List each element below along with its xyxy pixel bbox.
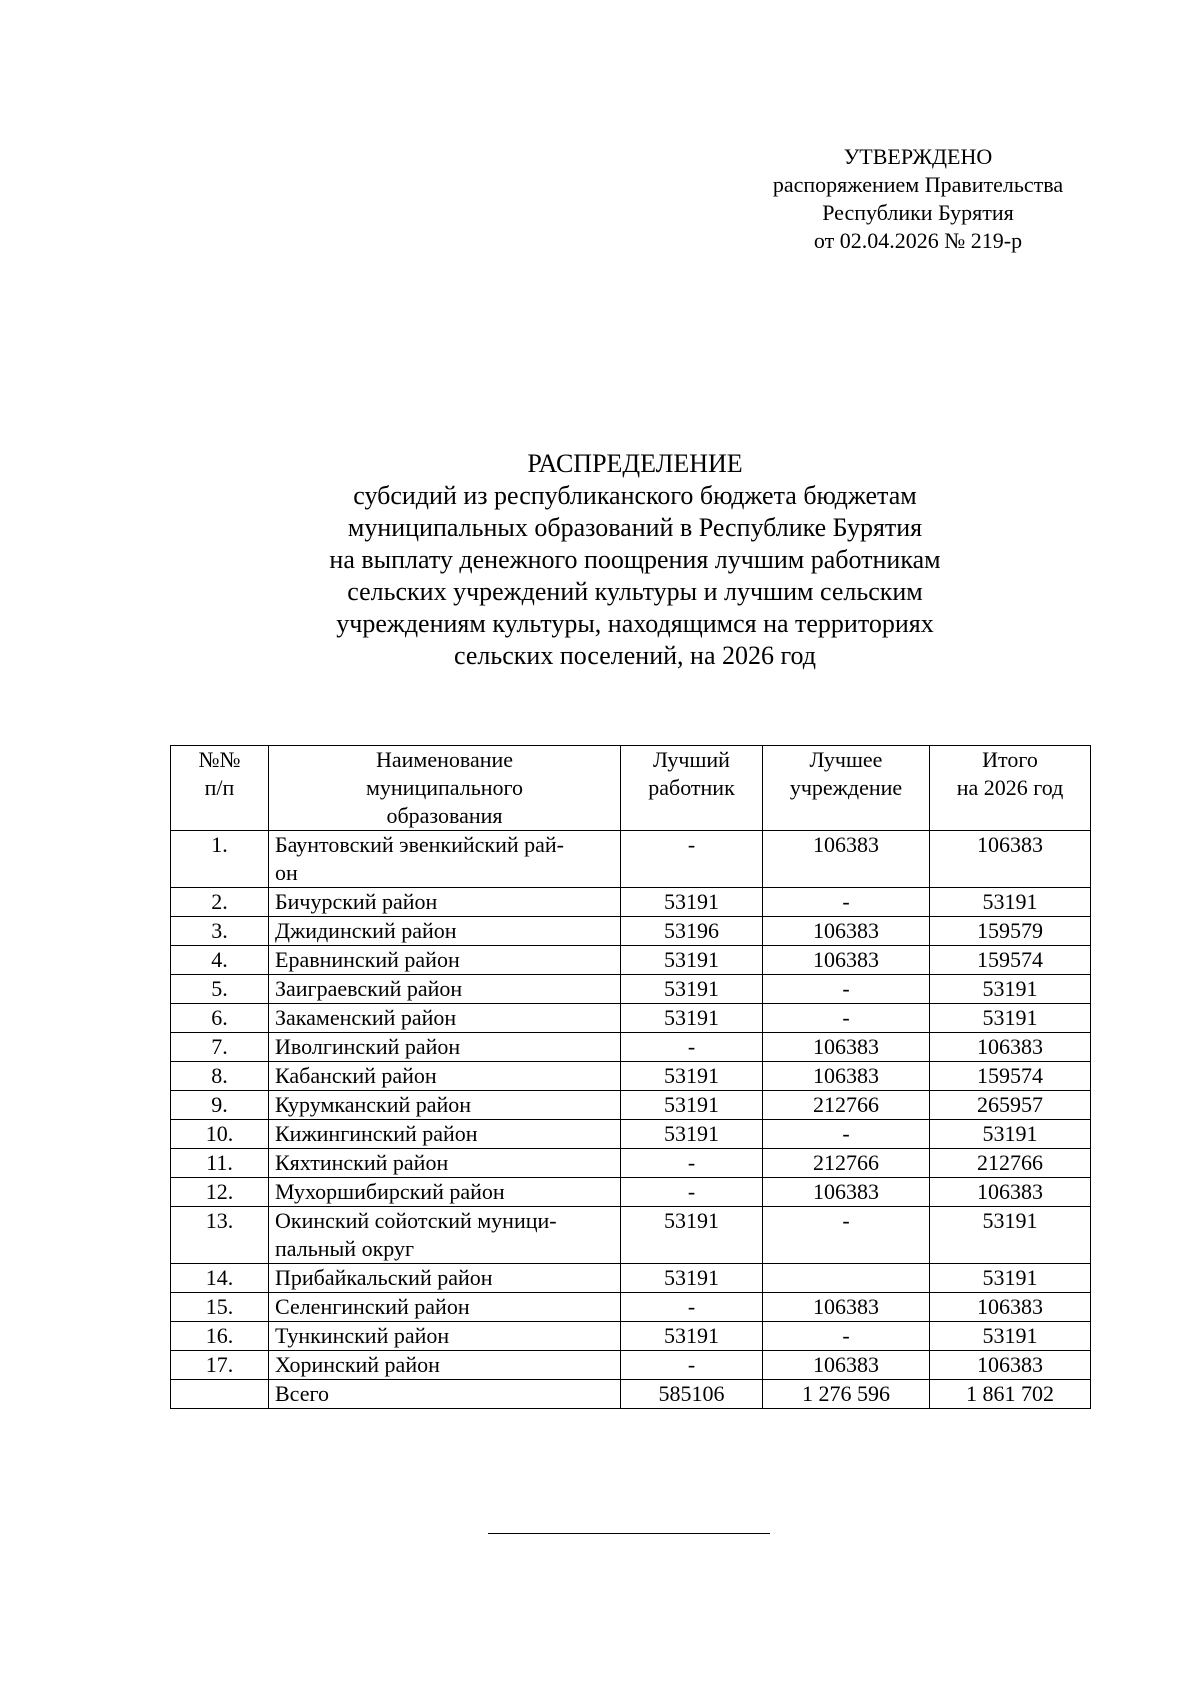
row-best-institution: 106383 <box>763 1178 930 1207</box>
title-line: субсидий из республиканского бюджета бюджетам <box>353 481 917 510</box>
row-num: 1. <box>171 831 269 888</box>
row-total: 53191 <box>930 1120 1091 1149</box>
row-best-institution: 106383 <box>763 831 930 888</box>
row-best-worker: 53191 <box>621 1091 763 1120</box>
row-num: 15. <box>171 1293 269 1322</box>
municipality-name-line: Прибайкальский район <box>275 1265 493 1290</box>
total-worker: 585106 <box>621 1380 763 1409</box>
row-municipality <box>269 1178 621 1207</box>
table-row <box>171 1264 1091 1293</box>
title-line: сельских поселений, на 2026 год <box>454 641 816 670</box>
header-text: Лучший <box>653 747 730 772</box>
total-sum: 1 861 702 <box>930 1380 1091 1409</box>
table-row <box>171 1033 1091 1062</box>
row-municipality <box>269 1264 621 1293</box>
table-row <box>171 1178 1091 1207</box>
header-text: работник <box>648 775 735 800</box>
row-total: 106383 <box>930 1178 1091 1207</box>
row-total: 159579 <box>930 917 1091 946</box>
row-num: 11. <box>171 1149 269 1178</box>
row-municipality <box>269 1207 621 1264</box>
approval-line: от 02.04.2026 № 219-р <box>813 228 1023 253</box>
row-num: 10. <box>171 1120 269 1149</box>
table-row <box>171 1207 1091 1264</box>
header-name <box>269 746 621 831</box>
row-best-worker: 53191 <box>621 1322 763 1351</box>
approval-line: распоряжением Правительства <box>772 172 1064 197</box>
table-row <box>171 1004 1091 1033</box>
municipality-name-line: Тункинский район <box>275 1323 450 1348</box>
row-total: 53191 <box>930 1264 1091 1293</box>
row-best-institution: - <box>763 1322 930 1351</box>
row-best-worker: - <box>621 1033 763 1062</box>
table-row <box>171 888 1091 917</box>
row-best-institution: 106383 <box>763 917 930 946</box>
row-best-institution: 106383 <box>763 1293 930 1322</box>
row-total: 53191 <box>930 1004 1091 1033</box>
table-row <box>171 1091 1091 1120</box>
total-row <box>171 1380 1091 1409</box>
row-best-institution: - <box>763 1207 930 1264</box>
row-total: 159574 <box>930 1062 1091 1091</box>
row-best-institution <box>763 1264 930 1293</box>
row-best-worker: 53196 <box>621 917 763 946</box>
row-total: 265957 <box>930 1091 1091 1120</box>
table-header-row <box>171 746 1091 831</box>
row-num: 2. <box>171 888 269 917</box>
header-text: №№ <box>198 747 241 772</box>
distribution-table <box>170 745 1091 1409</box>
header-best-worker <box>621 746 763 831</box>
header-num <box>171 746 269 831</box>
row-municipality <box>269 1004 621 1033</box>
header-text: Лучшее <box>809 747 883 772</box>
row-municipality <box>269 1322 621 1351</box>
row-num: 14. <box>171 1264 269 1293</box>
municipality-name-line: Иволгинский район <box>275 1034 461 1059</box>
row-best-institution: 106383 <box>763 1351 930 1380</box>
approval-line: УТВЕРЖДЕНО <box>843 144 993 169</box>
row-num: 8. <box>171 1062 269 1091</box>
row-municipality <box>269 1149 621 1178</box>
table-row <box>171 975 1091 1004</box>
row-best-worker: 53191 <box>621 1264 763 1293</box>
row-total: 212766 <box>930 1149 1091 1178</box>
row-best-institution: 106383 <box>763 946 930 975</box>
row-num: 13. <box>171 1207 269 1264</box>
row-num: 12. <box>171 1178 269 1207</box>
row-num: 16. <box>171 1322 269 1351</box>
row-municipality <box>269 1091 621 1120</box>
title-line: муниципальных образований в Республике Бурятия <box>347 513 923 542</box>
municipality-name-line: Джидинский район <box>275 918 457 943</box>
row-best-worker: - <box>621 831 763 888</box>
municipality-name-line: Заиграевский район <box>275 976 463 1001</box>
row-best-worker: 53191 <box>621 946 763 975</box>
row-num: 9. <box>171 1091 269 1120</box>
row-municipality <box>269 946 621 975</box>
row-num: 6. <box>171 1004 269 1033</box>
row-best-institution: - <box>763 888 930 917</box>
municipality-name-line: Баунтовский эвенкийский рай- <box>275 832 564 857</box>
document-title <box>200 448 1070 672</box>
header-best-institution <box>763 746 930 831</box>
row-best-worker: 53191 <box>621 888 763 917</box>
municipality-name-line: Кяхтинский район <box>275 1150 449 1175</box>
row-total: 106383 <box>930 1351 1091 1380</box>
row-best-institution: - <box>763 1120 930 1149</box>
table-row <box>171 1351 1091 1380</box>
table-row <box>171 946 1091 975</box>
municipality-name-line: Мухоршибирский район <box>275 1179 505 1204</box>
table-row <box>171 1062 1091 1091</box>
title-line: сельских учреждений культуры и лучшим сельским <box>347 577 923 606</box>
row-best-worker: 53191 <box>621 1004 763 1033</box>
header-text: муниципального <box>365 775 523 800</box>
row-num: 7. <box>171 1033 269 1062</box>
row-num: 3. <box>171 917 269 946</box>
row-best-worker: 53191 <box>621 1120 763 1149</box>
municipality-name-line: он <box>275 860 298 885</box>
total-institution: 1 276 596 <box>763 1380 930 1409</box>
municipality-name-line: Курумканский район <box>275 1092 472 1117</box>
header-text: на 2026 год <box>956 775 1064 800</box>
table-row <box>171 1120 1091 1149</box>
row-num: 4. <box>171 946 269 975</box>
row-num: 17. <box>171 1351 269 1380</box>
approval-line: Республики Бурятия <box>822 200 1014 225</box>
row-municipality <box>269 888 621 917</box>
row-best-worker: - <box>621 1351 763 1380</box>
row-total: 106383 <box>930 1033 1091 1062</box>
municipality-name-line: Кабанский район <box>275 1063 437 1088</box>
row-municipality <box>269 1120 621 1149</box>
row-total: 106383 <box>930 831 1091 888</box>
row-num: 5. <box>171 975 269 1004</box>
municipality-name-line: Кижингинский район <box>275 1121 478 1146</box>
title-line: на выплату денежного поощрения лучшим работникам <box>329 545 941 574</box>
row-total: 53191 <box>930 1322 1091 1351</box>
row-best-worker: 53191 <box>621 975 763 1004</box>
table-row <box>171 917 1091 946</box>
title-heading: РАСПРЕДЕЛЕНИЕ <box>527 449 743 478</box>
row-best-institution: 212766 <box>763 1091 930 1120</box>
municipality-name-line: Хоринский район <box>275 1352 440 1377</box>
header-text: Наименование <box>375 747 514 772</box>
row-total: 53191 <box>930 1207 1091 1264</box>
row-municipality <box>269 975 621 1004</box>
table-row <box>171 831 1091 888</box>
row-best-institution: - <box>763 1004 930 1033</box>
row-total: 159574 <box>930 946 1091 975</box>
row-municipality <box>269 1033 621 1062</box>
total-label: Всего <box>269 1380 621 1409</box>
header-text: учреждение <box>789 775 903 800</box>
row-total: 106383 <box>930 1293 1091 1322</box>
table-row <box>171 1322 1091 1351</box>
row-best-worker: - <box>621 1178 763 1207</box>
title-line: учреждениям культуры, находящимся на территориях <box>336 609 934 638</box>
row-municipality <box>269 917 621 946</box>
table-row <box>171 1149 1091 1178</box>
row-best-worker: - <box>621 1293 763 1322</box>
row-municipality <box>269 1062 621 1091</box>
table-row <box>171 1293 1091 1322</box>
row-best-institution: 106383 <box>763 1033 930 1062</box>
closing-rule <box>488 1533 770 1534</box>
row-best-institution: 106383 <box>763 1062 930 1091</box>
header-total <box>930 746 1091 831</box>
row-municipality <box>269 1293 621 1322</box>
header-text: Итого <box>982 747 1038 772</box>
municipality-name-line: Селенгинский район <box>275 1294 470 1319</box>
municipality-name-line: пальный округ <box>275 1236 414 1261</box>
municipality-name-line: Бичурский район <box>275 889 438 914</box>
table-body <box>171 831 1091 1380</box>
municipality-name-line: Окинский сойотский муници- <box>275 1208 557 1233</box>
row-best-worker: - <box>621 1149 763 1178</box>
total-num <box>171 1380 269 1409</box>
row-municipality <box>269 831 621 888</box>
row-best-worker: 53191 <box>621 1207 763 1264</box>
row-best-institution: - <box>763 975 930 1004</box>
approval-stamp <box>748 143 1088 255</box>
row-municipality <box>269 1351 621 1380</box>
municipality-name-line: Закаменский район <box>275 1005 457 1030</box>
row-best-institution: 212766 <box>763 1149 930 1178</box>
municipality-name-line: Еравнинский район <box>275 947 460 972</box>
header-text: образования <box>386 803 503 828</box>
row-total: 53191 <box>930 975 1091 1004</box>
header-text: п/п <box>204 775 235 800</box>
row-best-worker: 53191 <box>621 1062 763 1091</box>
row-total: 53191 <box>930 888 1091 917</box>
